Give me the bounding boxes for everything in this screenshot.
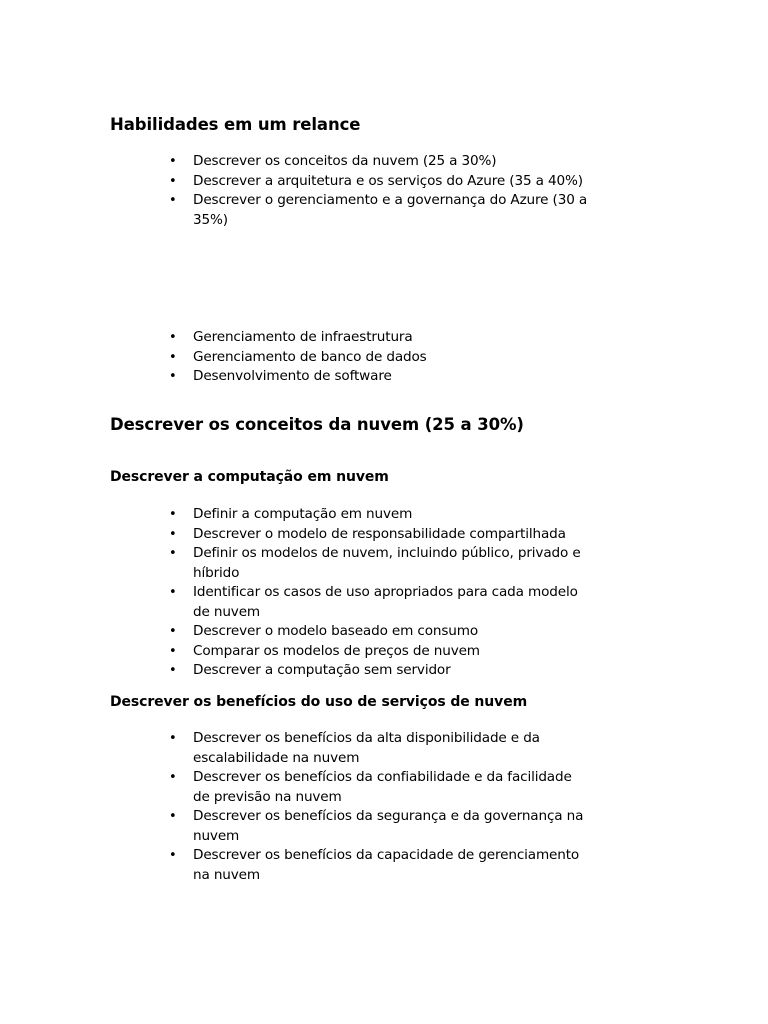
bullet-icon: •: [169, 330, 177, 345]
list-item: [110, 661, 590, 681]
bullet-icon: •: [169, 809, 177, 824]
list-item-text: Desenvolvimento de software: [193, 368, 392, 384]
bullet-icon: •: [169, 507, 177, 522]
bullet-icon: •: [169, 663, 177, 678]
list-item: [110, 172, 590, 192]
list-item: [110, 622, 590, 642]
section-title-skills-glance: Habilidades em um relance: [110, 115, 361, 134]
bullet-icon: •: [169, 154, 177, 169]
list-item-text: Definir os modelos de nuvem, incluindo público, privado e híbrido: [193, 545, 581, 581]
bullet-icon: •: [169, 526, 177, 542]
list-item-text: Descrever os benefícios da segurança e da governança na nuvem: [193, 808, 584, 844]
list-item-text: Definir a computação em nuvem: [193, 506, 413, 522]
list-item: [110, 729, 590, 768]
list-item-text: Descrever os benefícios da capacidade de gerenciamento na nuvem: [193, 847, 580, 883]
list-item-text: Comparar os modelos de preços de nuvem: [193, 642, 480, 659]
section-title-cloud-concepts: Descrever os conceitos da nuvem (25 a 30%): [110, 415, 524, 434]
bullet-icon: •: [169, 585, 177, 600]
bullet-icon: •: [169, 770, 177, 785]
list-item: [110, 846, 590, 885]
list-item: [110, 525, 590, 545]
list-item-text: Descrever a computação sem servidor: [193, 662, 451, 678]
cloud-computing-list: [110, 505, 590, 681]
list-item: [110, 191, 590, 230]
list-item: [110, 328, 590, 348]
list-item: [110, 505, 590, 525]
bullet-icon: •: [169, 848, 177, 863]
bullet-icon: •: [169, 173, 177, 189]
list-item-text: Descrever a arquitetura e os serviços do Azure (35 a 40%): [193, 172, 583, 189]
list-item: [110, 544, 590, 583]
bullet-icon: •: [169, 643, 177, 659]
list-item: [110, 367, 590, 387]
list-item-text: Descrever o modelo baseado em consumo: [193, 623, 479, 639]
bullet-icon: •: [169, 624, 177, 639]
list-item-text: Descrever os benefícios da alta disponibilidade e da escalabilidade na nuvem: [193, 730, 540, 766]
list-item-text: Descrever o modelo de responsabilidade compartilhada: [193, 525, 566, 542]
cloud-benefits-list: [110, 729, 590, 885]
list-item-text: Identificar os casos de uso apropriados para cada modelo de nuvem: [193, 584, 578, 620]
list-item: [110, 768, 590, 807]
bullet-icon: •: [169, 546, 177, 561]
list-item: [110, 348, 590, 368]
bullet-icon: •: [169, 349, 177, 365]
list-item-text: Descrever os conceitos da nuvem (25 a 30%): [193, 153, 497, 169]
list-item-text: Descrever os benefícios da confiabilidade e da facilidade de previsão na nuvem: [193, 769, 572, 805]
list-item-text: Gerenciamento de banco de dados: [193, 348, 427, 365]
subsection-title-cloud-computing: Descrever a computação em nuvem: [110, 469, 389, 485]
skills-glance-list: [110, 152, 590, 230]
bullet-icon: •: [169, 369, 177, 384]
list-item: [110, 807, 590, 846]
roles-list: [110, 328, 590, 387]
list-item-text: Descrever o gerenciamento e a governança do Azure (30 a 35%): [193, 192, 588, 228]
bullet-icon: •: [169, 731, 177, 746]
subsection-title-cloud-benefits: Descrever os benefícios do uso de serviços de nuvem: [110, 694, 528, 710]
list-item-text: Gerenciamento de infraestrutura: [193, 329, 413, 345]
list-item: [110, 152, 590, 172]
bullet-icon: •: [169, 193, 177, 208]
list-item: [110, 642, 590, 662]
list-item: [110, 583, 590, 622]
